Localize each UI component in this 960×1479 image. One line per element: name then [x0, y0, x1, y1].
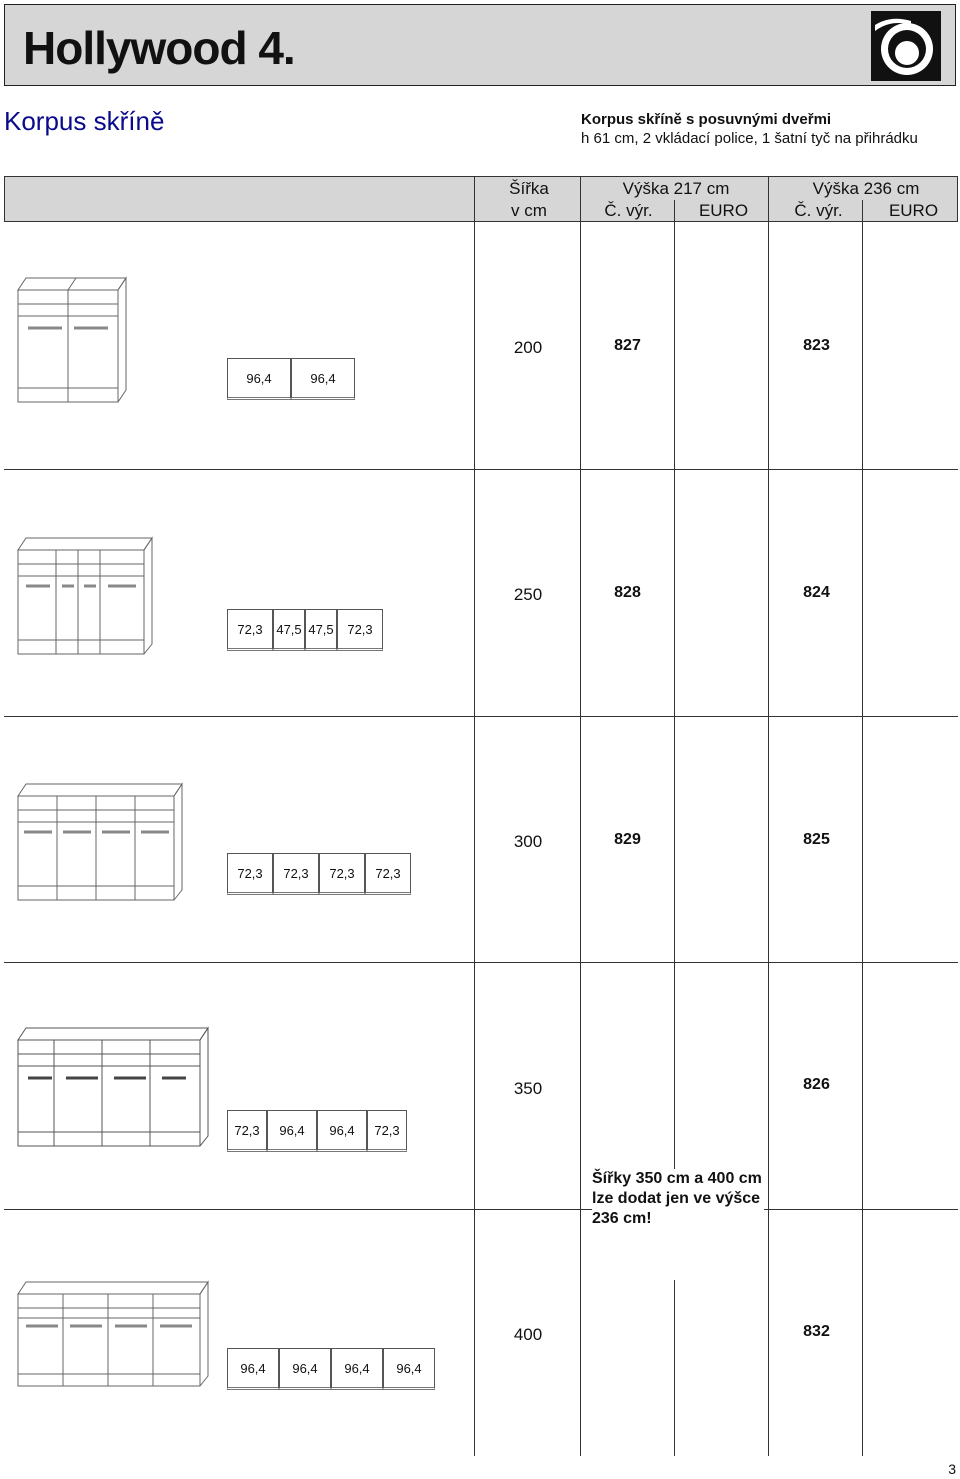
- dimension-cell: 72,3: [337, 609, 383, 651]
- header-item-no-217: Č. výr.: [604, 201, 653, 220]
- row-width-250: 250: [513, 585, 543, 604]
- dimension-cell: 96,4: [279, 1348, 331, 1390]
- dimension-cell: 96,4: [227, 1348, 279, 1390]
- dimension-cell: 47,5: [273, 609, 305, 651]
- wardrobe-drawing-350: [16, 1024, 212, 1150]
- item-no-236-row3: 825: [803, 831, 830, 848]
- item-no-217-row2: 828: [614, 584, 641, 601]
- dimension-cell: 96,4: [267, 1110, 317, 1152]
- row-divider: [4, 1209, 958, 1210]
- page-title: Hollywood 4.: [23, 22, 295, 74]
- dimension-cell: 96,4: [383, 1348, 435, 1390]
- dimension-cell: 72,3: [227, 1110, 267, 1152]
- dimension-strip-250: [227, 609, 383, 651]
- section-title: Korpus skříně: [4, 106, 165, 136]
- product-description-title: Korpus skříně s posuvnými dveřmi: [581, 111, 832, 128]
- row-width-200: 200: [513, 338, 543, 357]
- brand-logo: [871, 11, 941, 81]
- grid-line: [674, 1280, 675, 1456]
- wardrobe-drawing-300: [16, 780, 186, 904]
- dimension-strip-350: [227, 1110, 407, 1152]
- header-width-label: Šířka: [509, 179, 549, 198]
- wardrobe-drawing-200: [16, 274, 128, 404]
- dimension-cell: 72,3: [365, 853, 411, 895]
- item-no-236-row5: 832: [803, 1323, 830, 1340]
- table-header: [4, 176, 958, 222]
- row-divider: [4, 716, 958, 717]
- grid-line: [474, 176, 475, 1456]
- dimension-cell: 96,4: [331, 1348, 383, 1390]
- header-euro-217: EURO: [698, 201, 749, 220]
- dimension-cell: 72,3: [319, 853, 365, 895]
- dimension-cell: 72,3: [227, 609, 273, 651]
- product-description: [581, 110, 918, 148]
- dimension-cell: 72,3: [273, 853, 319, 895]
- grid-line: [862, 200, 863, 1456]
- page-number: 3: [948, 1461, 956, 1477]
- dimension-cell: 96,4: [317, 1110, 367, 1152]
- dimension-strip-300: [227, 853, 411, 895]
- dimension-strip-200: [227, 358, 355, 400]
- grid-line: [768, 176, 769, 1456]
- item-no-236-row1: 823: [803, 337, 830, 354]
- dimension-cell: 47,5: [305, 609, 337, 651]
- row-divider: [4, 469, 958, 470]
- wardrobe-drawing-400: [16, 1278, 212, 1390]
- dimension-cell: 72,3: [227, 853, 273, 895]
- item-no-217-row1: 827: [614, 337, 641, 354]
- grid-line: [580, 176, 581, 1456]
- wardrobe-drawing-250: [16, 534, 156, 658]
- item-no-236-row2: 824: [803, 584, 830, 601]
- header-height-217: Výška 217 cm: [622, 179, 730, 198]
- dimension-cell: 96,4: [291, 358, 355, 400]
- header-item-no-236: Č. výr.: [794, 201, 843, 220]
- row-width-400: 400: [513, 1325, 543, 1344]
- dimension-cell: 96,4: [227, 358, 291, 400]
- header-euro-236: EURO: [888, 201, 939, 220]
- header-width-unit: v cm: [511, 201, 547, 220]
- row-width-350: 350: [513, 1079, 543, 1098]
- dimension-cell: 72,3: [367, 1110, 407, 1152]
- dimension-strip-400: [227, 1348, 435, 1390]
- row-divider: [4, 962, 958, 963]
- item-no-236-row4: 826: [803, 1076, 830, 1093]
- item-no-217-row3: 829: [614, 831, 641, 848]
- header-bar: [4, 4, 956, 86]
- header-height-236: Výška 236 cm: [812, 179, 920, 198]
- product-description-detail: h 61 cm, 2 vkládací police, 1 šatní tyč na přihrádku: [581, 130, 918, 147]
- row-width-300: 300: [513, 832, 543, 851]
- availability-note: Šířky 350 cm a 400 cm lze dodat jen ve výšce 236 cm!: [592, 1169, 764, 1229]
